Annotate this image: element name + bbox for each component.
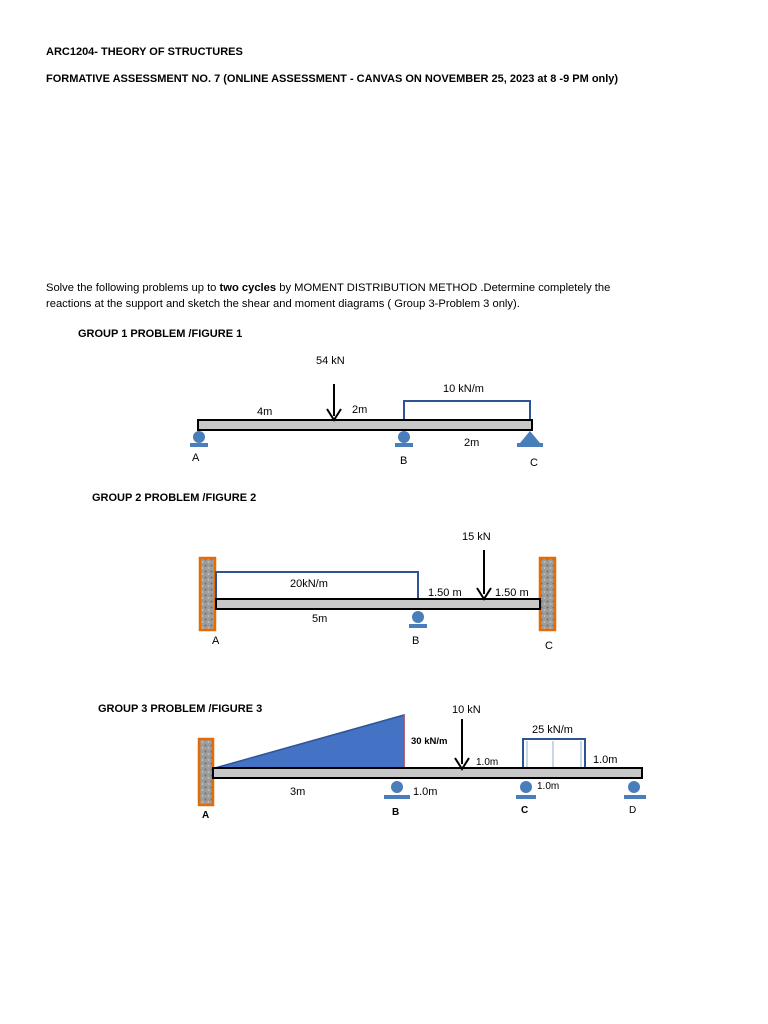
- figure3-diagram: [199, 704, 646, 821]
- figure2-heading: GROUP 2 PROBLEM /FIGURE 2: [92, 492, 257, 504]
- assessment-title: FORMATIVE ASSESSMENT NO. 7 (ONLINE ASSESSMENT - CANVAS ON NOVEMBER 25, 2023 at 8 -9 PM only): [46, 73, 619, 85]
- figure2-support-b-roller: [409, 611, 427, 628]
- figure2-dist-1-label: 1.50 m: [428, 587, 462, 599]
- figure1-support-b-label: B: [400, 455, 408, 467]
- figure3-dist-load-c-label: 1.0m: [476, 757, 499, 768]
- figure3-support-a-label: A: [202, 810, 210, 821]
- figure3-point-load-label: 10 kN: [452, 704, 481, 716]
- figure1-point-load-arrow: [327, 384, 341, 420]
- figure2-dist-2-label: 1.50 m: [495, 587, 529, 599]
- figure3-span-ab-label: 3m: [290, 786, 306, 798]
- figure3-wall-left: [199, 739, 213, 805]
- instructions-line-2: reactions at the support and sketch the shear and moment diagrams ( Group 3-Problem 3 only).: [46, 298, 520, 310]
- figure3-tri-load-label: 30 kN/m: [411, 736, 448, 747]
- figure2-support-b-label: B: [412, 635, 420, 647]
- figure1-heading: GROUP 1 PROBLEM /FIGURE 1: [78, 328, 243, 340]
- figure3-beam: [213, 768, 642, 778]
- instructions-pre: Solve the following problems up to: [46, 282, 220, 294]
- figure1-point-load-label: 54 kN: [316, 355, 345, 367]
- figure3-udl-box: [523, 739, 585, 769]
- figure1-diagram: [190, 355, 543, 469]
- figure3-support-d-label: D: [629, 805, 637, 816]
- figure1-support-a-label: A: [192, 452, 200, 464]
- figure1-span-a-label: 4m: [257, 406, 273, 418]
- figure2-point-load-arrow: [477, 550, 491, 599]
- figure3-support-d-roller: [624, 781, 646, 799]
- figure2-diagram: [200, 531, 555, 652]
- instructions-bold: two cycles: [219, 282, 277, 294]
- instructions-post: by MOMENT DISTRIBUTION METHOD .Determine completely the: [276, 282, 611, 294]
- figure1-span-c-label: 2m: [464, 437, 480, 449]
- figure3-support-b-roller: [384, 781, 410, 799]
- figure3-triangular-load: [215, 715, 404, 768]
- figure2-wall-left: [200, 558, 215, 630]
- figure1-support-a-roller: [190, 431, 208, 447]
- figure1-support-c-label: C: [530, 457, 538, 469]
- figure2-beam: [216, 599, 540, 609]
- figure1-support-c-pin: [517, 431, 543, 447]
- figure3-support-c-roller: [516, 781, 536, 799]
- figure2-span-label: 5m: [312, 613, 328, 625]
- figure1-span-b-label: 2m: [352, 404, 368, 416]
- figure3-support-c-label: C: [521, 805, 529, 816]
- figure3-udl-len-label: 1.0m: [537, 781, 560, 792]
- figure3-point-load-arrow: [455, 719, 469, 769]
- figure3-support-b-label: B: [392, 807, 400, 818]
- figure1-beam: [198, 420, 532, 430]
- figure3-heading: GROUP 3 PROBLEM /FIGURE 3: [98, 703, 263, 715]
- course-title: ARC1204- THEORY OF STRUCTURES: [46, 46, 243, 58]
- figure2-wall-right: [540, 558, 555, 630]
- figure1-support-b-roller: [395, 431, 413, 447]
- figure1-udl-box: [404, 401, 530, 421]
- figure1-udl-label: 10 kN/m: [443, 383, 484, 395]
- figure2-udl-label: 20kN/m: [290, 578, 328, 590]
- figure3-dist-cd-label: 1.0m: [593, 754, 618, 766]
- figure2-support-c-label: C: [545, 640, 553, 652]
- figure3-dist-b-label: 1.0m: [413, 786, 438, 798]
- figure2-point-load-label: 15 kN: [462, 531, 491, 543]
- figure2-support-a-label: A: [212, 635, 220, 647]
- figure3-udl-label: 25 kN/m: [532, 724, 573, 736]
